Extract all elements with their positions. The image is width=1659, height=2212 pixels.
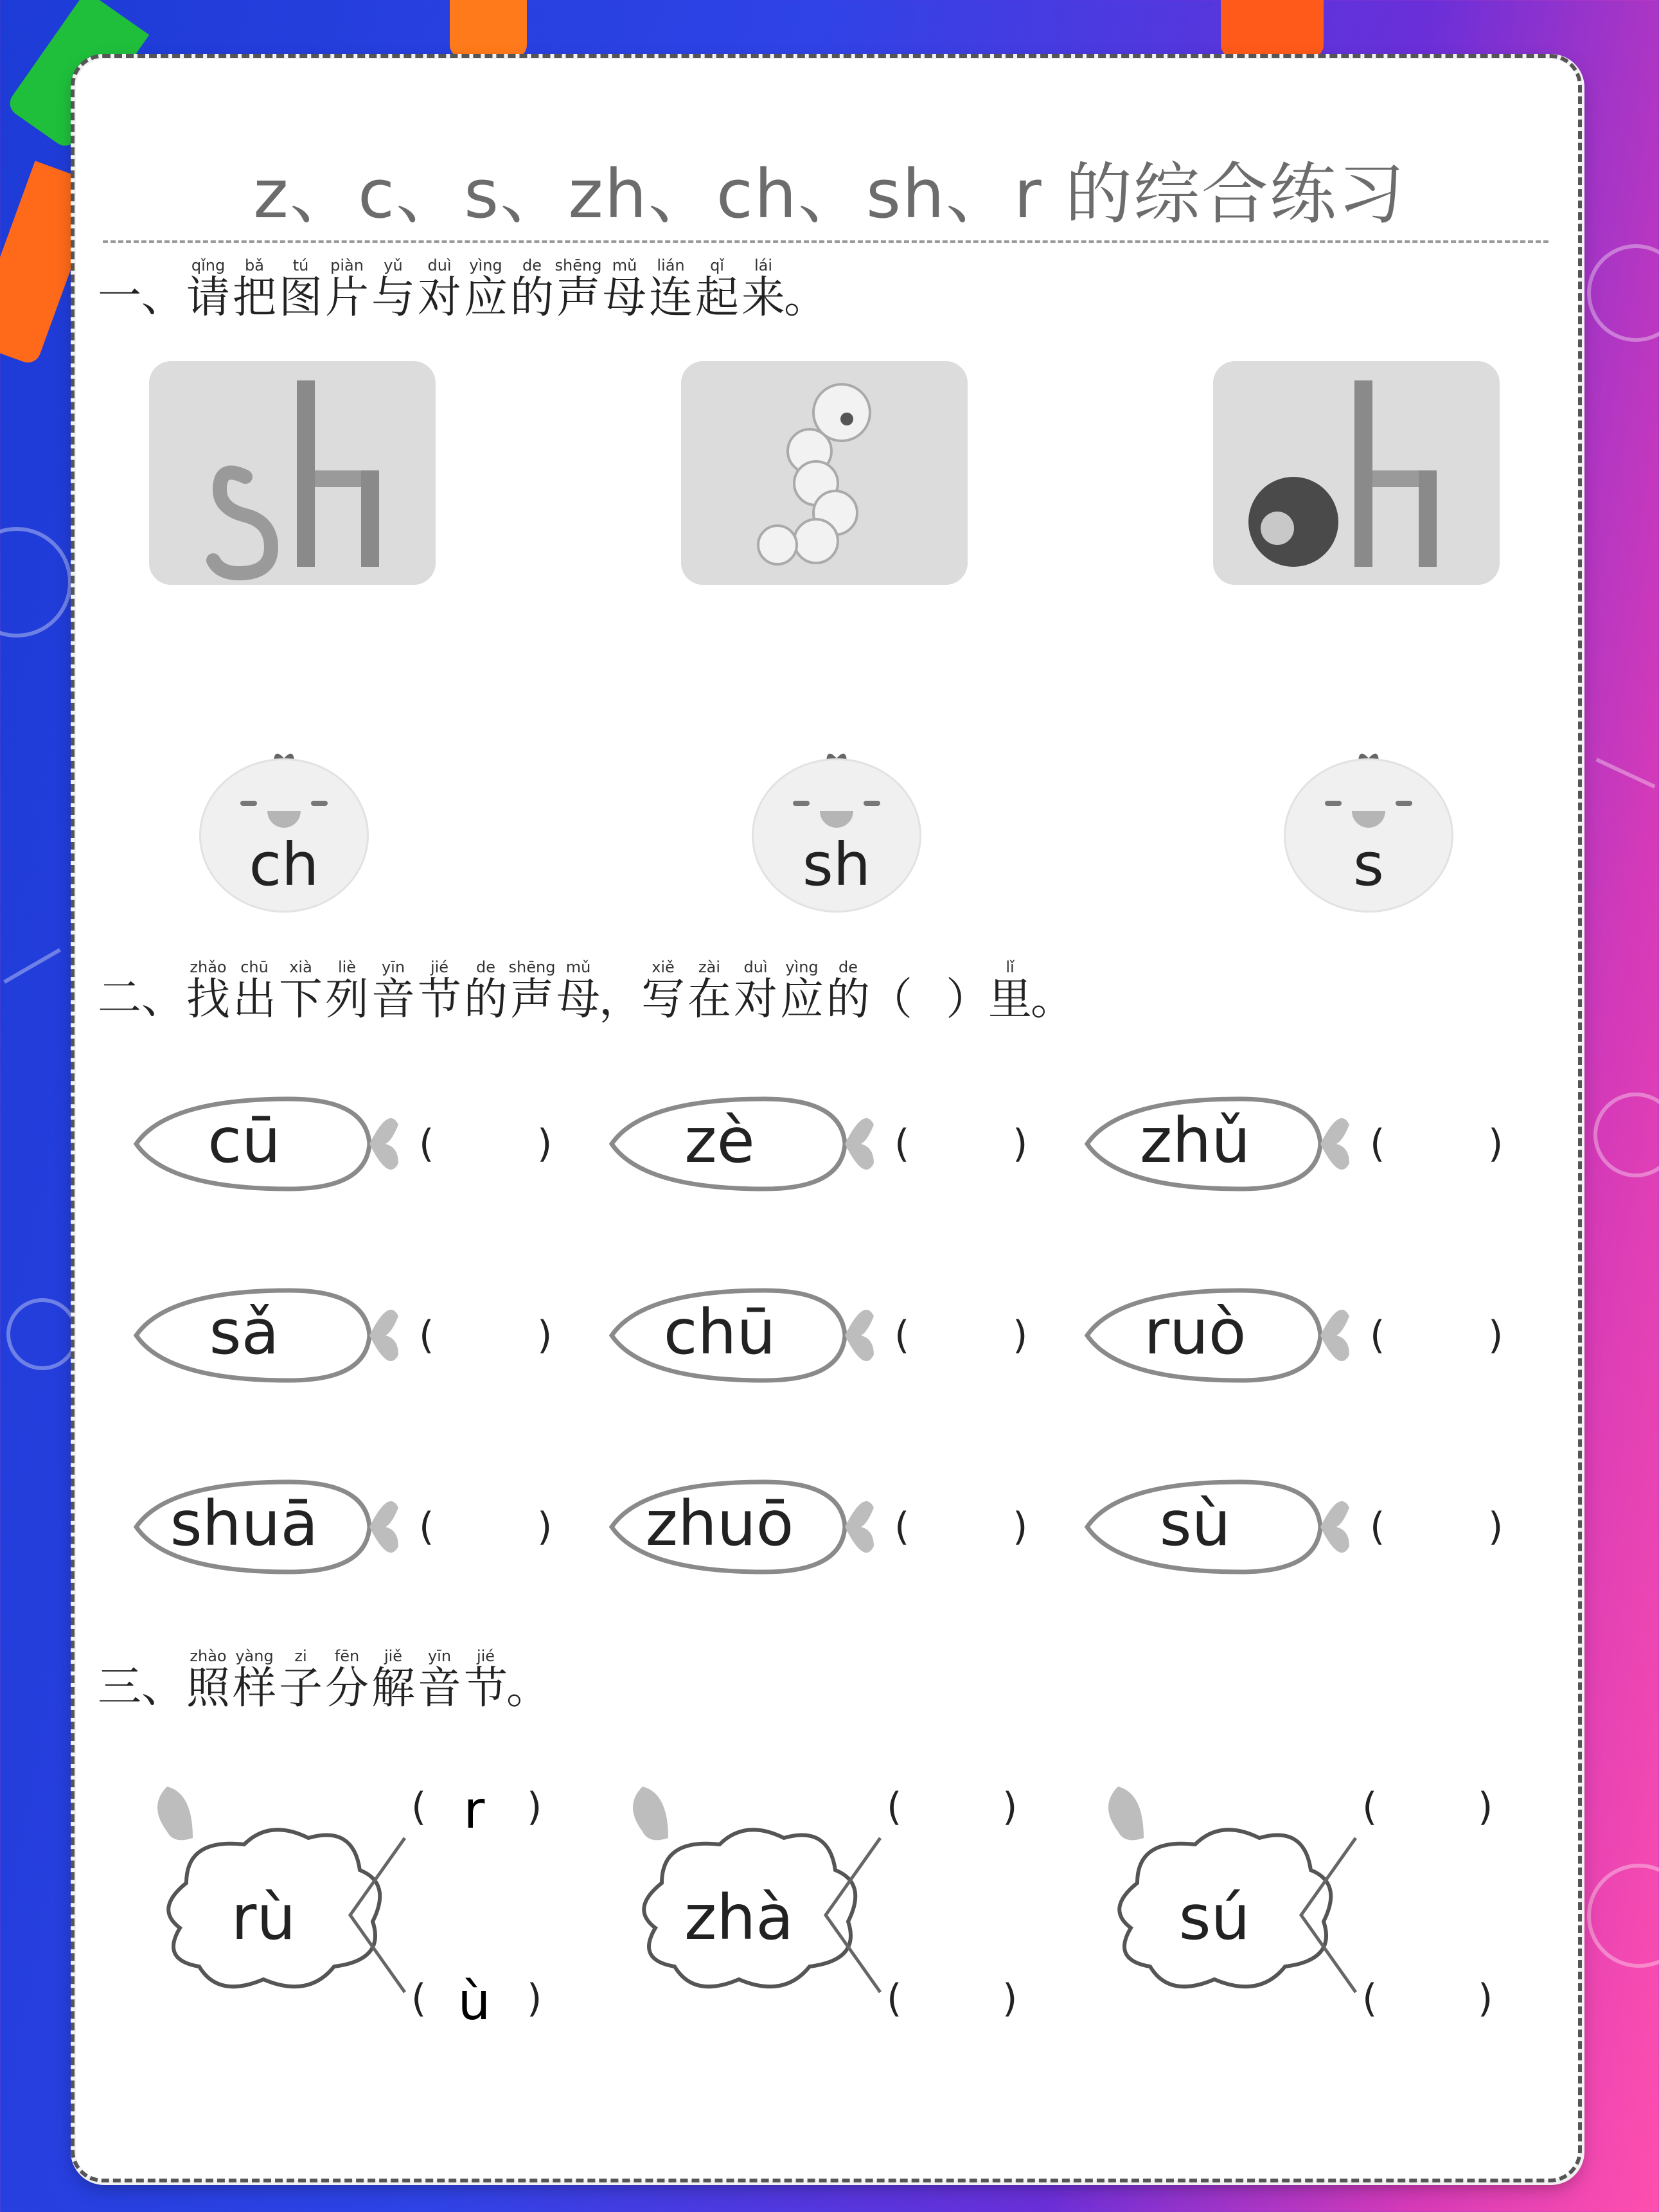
hanzi-char: 下 xyxy=(279,974,323,1025)
hedgehog-chair-ch-icon xyxy=(1213,361,1500,585)
carrot-syllable: ruò xyxy=(1144,1296,1246,1368)
hanzi-char: 声 xyxy=(556,272,601,323)
instruction-char xyxy=(185,1645,231,1714)
answer-paren-close: ) xyxy=(1013,1313,1028,1358)
page-title: z、c、s、zh、ch、sh、r 的综合练习 xyxy=(253,155,1406,233)
hanzi-char: 子 xyxy=(279,1663,323,1714)
pinyin-annotation: jiě xyxy=(384,1647,403,1665)
pinyin-annotation: de xyxy=(838,958,858,976)
hanzi-char: 列 xyxy=(325,974,369,1025)
hanzi-char: 。 xyxy=(1031,974,1075,1025)
instruction-char xyxy=(463,956,509,1025)
answer-paren-close: ) xyxy=(537,1313,553,1358)
cloud-syllable: rù xyxy=(231,1882,296,1954)
section-1-heading xyxy=(98,254,828,323)
hanzi-char: 解 xyxy=(371,1663,416,1714)
answer-paren-close: ) xyxy=(1013,1504,1028,1549)
answer-paren-close: ) xyxy=(1002,1785,1018,1830)
pinyin-annotation: tú xyxy=(292,256,309,274)
hanzi-char: 母 xyxy=(603,272,647,323)
answer-paren-close: ) xyxy=(1013,1121,1028,1166)
cloud-syllable: zhà xyxy=(684,1882,794,1954)
instruction-char xyxy=(278,254,324,323)
instruction-char xyxy=(463,254,509,323)
answer-blank[interactable] xyxy=(437,1118,533,1170)
hanzi-char: 写 xyxy=(641,974,686,1025)
instruction-char xyxy=(370,1645,416,1714)
answer-blank[interactable] xyxy=(912,1310,1009,1361)
instruction-char xyxy=(946,956,990,1025)
pinyin-annotation: de xyxy=(522,256,542,274)
title-divider xyxy=(103,240,1548,243)
instruction-char xyxy=(324,956,370,1025)
hanzi-char: 音 xyxy=(371,974,416,1025)
answer-blank[interactable] xyxy=(437,1310,533,1361)
section-number: 一、 xyxy=(98,271,186,322)
hanzi-char: 的 xyxy=(464,974,508,1025)
pinyin-annotation: lǐ xyxy=(1006,958,1015,976)
chick-option-2[interactable] xyxy=(752,739,921,913)
answer-paren-open: ( xyxy=(887,1976,902,2021)
answer-blank[interactable] xyxy=(1388,1501,1484,1553)
instruction-char xyxy=(601,254,648,323)
instruction-char xyxy=(509,254,555,323)
carrot-syllable: sù xyxy=(1159,1488,1231,1560)
section-instruction xyxy=(185,254,828,323)
instruction-char xyxy=(506,1645,551,1714)
instruction-char xyxy=(648,254,694,323)
answer-paren-open: ( xyxy=(894,1504,910,1549)
section-2-heading xyxy=(98,956,1075,1025)
pinyin-annotation: fēn xyxy=(334,1647,360,1665)
carrot-syllable: zhuō xyxy=(645,1488,794,1560)
carrot-syllable: sǎ xyxy=(209,1296,279,1368)
answer-paren-close: ) xyxy=(1488,1504,1504,1549)
carrot-syllable: cū xyxy=(208,1105,281,1177)
pinyin-annotation: yīn xyxy=(427,1647,452,1665)
instruction-char xyxy=(185,254,231,323)
chick-option-3[interactable] xyxy=(1284,739,1453,913)
pinyin-annotation: yìng xyxy=(785,958,819,976)
answer-paren-open: ( xyxy=(894,1121,910,1166)
hanzi-char: 。 xyxy=(784,272,828,323)
hanzi-char: 。 xyxy=(506,1663,551,1714)
instruction-char xyxy=(463,1645,509,1714)
instruction-char xyxy=(370,254,416,323)
answer-paren-close: ) xyxy=(1478,1785,1493,1830)
hanzi-char: 起 xyxy=(695,272,740,323)
carrot-item xyxy=(1079,1080,1381,1208)
hanzi-char: 把 xyxy=(233,272,277,323)
answer-blank[interactable] xyxy=(437,1501,533,1553)
pinyin-annotation: qǐ xyxy=(710,256,724,274)
picture-card-2[interactable] xyxy=(681,361,968,585)
hanzi-char: 音 xyxy=(418,1663,462,1714)
hanzi-char: 来 xyxy=(741,272,786,323)
pinyin-annotation: mǔ xyxy=(565,958,591,976)
carrot-item xyxy=(1079,1271,1381,1400)
hanzi-char: 片 xyxy=(325,272,369,323)
carrot-item xyxy=(604,1271,906,1400)
chick-option-1[interactable] xyxy=(199,739,369,913)
instruction-char xyxy=(231,956,278,1025)
instruction-char xyxy=(910,956,948,1022)
chick-label: s xyxy=(1353,830,1384,899)
hanzi-char: 里 xyxy=(988,974,1033,1025)
answer-paren-open: ( xyxy=(419,1121,434,1166)
pinyin-annotation: shēng xyxy=(554,256,602,274)
answer-paren-open: ( xyxy=(894,1313,910,1358)
hanzi-char: 照 xyxy=(186,1663,231,1714)
hanzi-char: 样 xyxy=(233,1663,277,1714)
hanzi-char: 节 xyxy=(418,974,462,1025)
pinyin-annotation: de xyxy=(476,958,496,976)
instruction-char xyxy=(987,956,1033,1025)
hanzi-char: 在 xyxy=(688,974,732,1025)
answer-paren-open: ( xyxy=(1370,1121,1385,1166)
pinyin-annotation: yàng xyxy=(235,1647,274,1665)
hanzi-char: ， xyxy=(599,974,643,1025)
instruction-char xyxy=(740,254,786,323)
snake-chair-sh-icon xyxy=(149,361,436,585)
pinyin-annotation: lián xyxy=(657,256,685,274)
hanzi-char: 应 xyxy=(780,974,824,1025)
instruction-char xyxy=(416,254,463,323)
answer-paren-open: ( xyxy=(411,1785,427,1830)
pinyin-annotation: yìng xyxy=(469,256,502,274)
carrot-item xyxy=(129,1271,430,1400)
section-instruction xyxy=(185,1645,551,1714)
carrot-syllable: shuā xyxy=(170,1488,319,1560)
hanzi-char: 分 xyxy=(325,1663,369,1714)
pinyin-annotation: yīn xyxy=(381,958,405,976)
hanzi-char: 的 xyxy=(510,272,554,323)
instruction-char xyxy=(324,254,370,323)
section-instruction xyxy=(185,956,1075,1025)
chick-eye xyxy=(1396,801,1412,806)
instruction-char xyxy=(231,1645,278,1714)
answer-paren-open: ( xyxy=(1370,1313,1385,1358)
pinyin-annotation: duì xyxy=(427,256,452,274)
hanzi-char: 母 xyxy=(556,974,601,1025)
instruction-char xyxy=(1031,956,1075,1025)
instruction-char xyxy=(779,956,825,1025)
answer-paren-open: ( xyxy=(419,1313,434,1358)
instruction-char xyxy=(686,956,732,1025)
initial-answer[interactable]: r xyxy=(463,1780,485,1840)
chick-eye xyxy=(793,801,810,806)
instruction-char xyxy=(784,254,828,323)
pinyin-annotation: lái xyxy=(754,256,773,274)
hanzi-char: 对 xyxy=(734,974,778,1025)
cloud-item xyxy=(604,1761,1054,2031)
instruction-char xyxy=(554,254,602,323)
carrot-item xyxy=(129,1463,430,1591)
chick-eye xyxy=(240,801,257,806)
carrot-item xyxy=(129,1080,430,1208)
hanzi-char: （ xyxy=(869,974,913,1025)
instruction-char xyxy=(694,254,740,323)
hanzi-char: 应 xyxy=(464,272,508,323)
answer-paren-close: ) xyxy=(1488,1313,1504,1358)
hanzi-char: 与 xyxy=(371,272,416,323)
hanzi-char: 找 xyxy=(186,974,231,1025)
answer-paren-close: ) xyxy=(537,1504,553,1549)
caterpillar-icon xyxy=(681,361,968,585)
cloud-syllable: sú xyxy=(1178,1882,1250,1954)
answer-blank[interactable] xyxy=(912,1118,1009,1170)
picture-card-1[interactable] xyxy=(149,361,436,585)
answer-paren-open: ( xyxy=(887,1785,902,1830)
hanzi-char: 出 xyxy=(233,974,277,1025)
answer-paren-open: ( xyxy=(411,1976,427,2021)
pinyin-annotation: jié xyxy=(476,1647,495,1665)
chick-label: sh xyxy=(802,830,871,899)
instruction-char xyxy=(278,1645,324,1714)
section-number: 三、 xyxy=(98,1662,186,1713)
answer-blank[interactable] xyxy=(912,1501,1009,1553)
carrot-syllable: zhǔ xyxy=(1139,1105,1251,1177)
carrot-item xyxy=(604,1080,906,1208)
answer-paren-open: ( xyxy=(1362,1976,1378,2021)
chick-eye xyxy=(311,801,328,806)
instruction-char xyxy=(732,956,779,1025)
pinyin-annotation: zhǎo xyxy=(190,958,227,976)
answer-paren-close: ) xyxy=(527,1976,542,2021)
hanzi-char: 图 xyxy=(279,272,323,323)
pinyin-annotation: zhào xyxy=(190,1647,227,1665)
hanzi-char: 声 xyxy=(510,974,554,1025)
instruction-char xyxy=(185,956,231,1025)
answer-paren-close: ) xyxy=(527,1785,542,1830)
hanzi-char xyxy=(907,978,951,1022)
pinyin-annotation: chū xyxy=(240,958,269,976)
pinyin-annotation: piàn xyxy=(330,256,364,274)
section-3-heading xyxy=(98,1645,551,1714)
hanzi-char: 节 xyxy=(464,1663,508,1714)
answer-blank[interactable] xyxy=(1388,1118,1484,1170)
instruction-char xyxy=(370,956,416,1025)
carrot-item xyxy=(604,1463,906,1591)
picture-card-3[interactable] xyxy=(1213,361,1500,585)
hanzi-char: 请 xyxy=(186,272,231,323)
instruction-char xyxy=(869,956,913,1025)
instruction-char xyxy=(825,956,871,1025)
pinyin-annotation: zài xyxy=(698,958,720,976)
final-answer[interactable]: ù xyxy=(457,1972,491,2031)
instruction-char xyxy=(278,956,324,1025)
instruction-char xyxy=(640,956,686,1025)
answer-paren-close: ) xyxy=(1478,1976,1493,2021)
pinyin-annotation: qǐng xyxy=(191,256,226,274)
carrot-syllable: zè xyxy=(684,1105,755,1177)
answer-paren-open: ( xyxy=(419,1504,434,1549)
hanzi-char: 连 xyxy=(649,272,693,323)
pinyin-annotation: zi xyxy=(294,1647,307,1665)
answer-paren-close: ) xyxy=(537,1121,553,1166)
chick-eye xyxy=(1325,801,1342,806)
carrot-syllable: chū xyxy=(663,1296,776,1368)
answer-blank[interactable] xyxy=(1388,1310,1484,1361)
cloud-item xyxy=(1079,1761,1529,2031)
instruction-char xyxy=(508,956,556,1025)
instruction-char xyxy=(324,1645,370,1714)
answer-paren-close: ) xyxy=(1488,1121,1504,1166)
section-number: 二、 xyxy=(98,973,186,1024)
hanzi-char: 的 xyxy=(826,974,871,1025)
instruction-char xyxy=(231,254,278,323)
answer-paren-open: ( xyxy=(1362,1785,1378,1830)
chick-eye xyxy=(864,801,880,806)
instruction-char xyxy=(555,956,601,1025)
instruction-char xyxy=(416,1645,463,1714)
pinyin-annotation: duì xyxy=(743,958,768,976)
instruction-char xyxy=(416,956,463,1025)
pinyin-annotation: liè xyxy=(337,958,357,976)
instruction-char xyxy=(599,956,643,1025)
answer-paren-open: ( xyxy=(1370,1504,1385,1549)
carrot-item xyxy=(1079,1463,1381,1591)
pinyin-annotation: xià xyxy=(289,958,312,976)
pinyin-annotation: shēng xyxy=(508,958,556,976)
pinyin-annotation: xiě xyxy=(652,958,675,976)
chick-label: ch xyxy=(249,830,319,899)
hanzi-char: 对 xyxy=(418,272,462,323)
pinyin-annotation: bǎ xyxy=(245,256,264,274)
pinyin-annotation: yǔ xyxy=(384,256,403,274)
pinyin-annotation: jié xyxy=(430,958,449,976)
hanzi-char: ） xyxy=(946,974,990,1025)
answer-paren-close: ) xyxy=(1002,1976,1018,2021)
pinyin-annotation: mǔ xyxy=(612,256,637,274)
